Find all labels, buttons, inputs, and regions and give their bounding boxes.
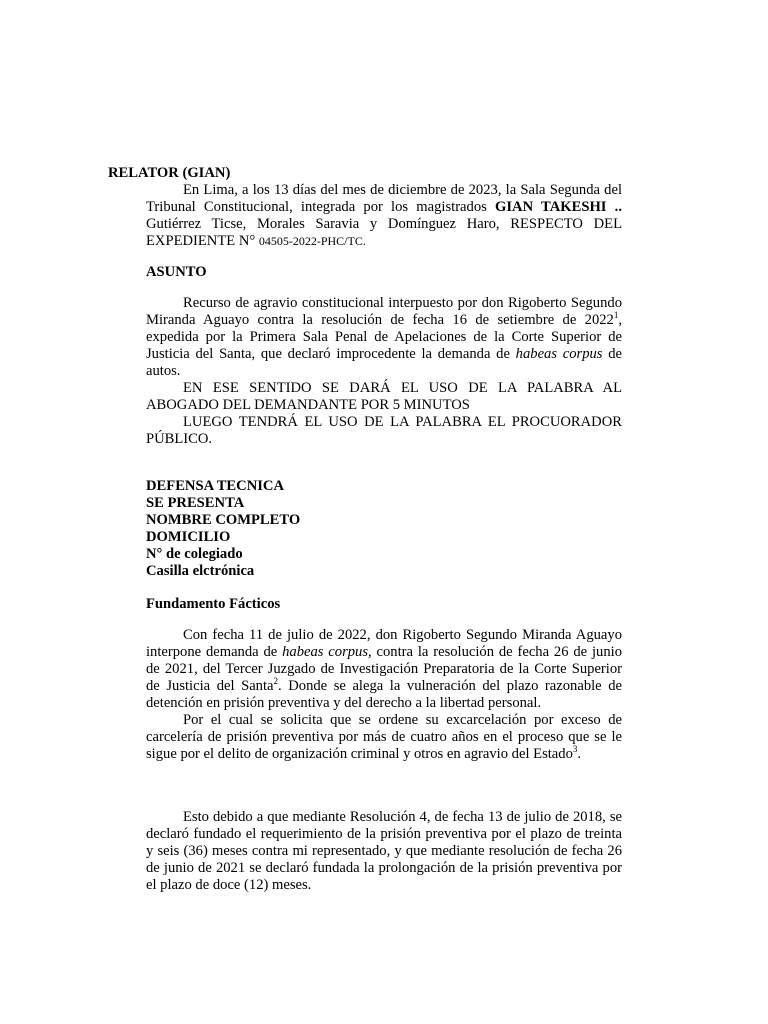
defense-list: [146, 478, 300, 580]
asunto-paragraph-2: EN ESE SENTIDO SE DARÁ EL USO DE LA PALABRA AL ABOGADO DEL DEMANDANTE POR 5 MINUTOS: [146, 380, 622, 413]
footnote-ref-2: 2: [273, 676, 279, 687]
footnote-ref-1: 1: [613, 310, 619, 321]
defense-item: SE PRESENTA: [146, 495, 245, 511]
relator-title: RELATOR (GIAN): [108, 165, 231, 181]
fundamento-section: [146, 627, 622, 763]
fundamento-heading: Fundamento Fácticos: [146, 596, 281, 612]
asunto-paragraph-1: [146, 295, 622, 380]
asunto-paragraph-3: LUEGO TENDRÁ EL USO DE LA PALABRA EL PROCUORADOR PÚBLICO.: [146, 414, 622, 447]
defense-item: Casilla elctrónica: [146, 563, 255, 579]
asunto-text-a: Recurso de agravio constitucional interpuesto por don Rigoberto Segundo Miranda Aguayo contra la resolución de fecha 16 de setiembre de 2022: [146, 295, 622, 328]
asunto-italic: habeas corpus: [515, 346, 603, 362]
fundamento-paragraph-3-block: [146, 809, 622, 894]
asunto-text-c: de autos.: [146, 346, 622, 379]
asunto-text-b: , expedida por la Primera Sala Penal de Apelaciones de la Corte Superior de Justicia del Santa, que declaró improcedente la demanda de: [146, 312, 622, 362]
fundamento-italic: habeas corpus,: [282, 644, 372, 660]
fundamento-text-a: Con fecha 11 de julio de 2022, don Rigoberto Segundo Miranda Aguayo interpone demanda de: [146, 627, 622, 660]
defense-item: DEFENSA TECNICA: [146, 478, 284, 494]
fundamento-text-d: Por el cual se solicita que se ordene su excarcelación por exceso de carcelería de prisión preventiva por más de cuatro años en el proceso que se le sigue por el delito de organización criminal y otros en agravio del Estado: [146, 712, 622, 762]
asunto-section: [146, 295, 622, 448]
fundamento-text-b: contra la resolución de fecha 26 de junio de 2021, del Tercer Juzgado de Investigación Preparatoria de la Corte Superior de Justicia del Santa: [146, 644, 622, 694]
asunto-heading: ASUNTO: [146, 264, 207, 280]
expediente-number: 04505-2022-PHC/TC.: [258, 234, 366, 248]
fundamento-paragraph-1: [146, 627, 622, 712]
magistrate-name: GIAN TAKESHI ..: [495, 199, 622, 215]
fundamento-paragraph-2: [146, 712, 622, 763]
fundamento-text-c: . Donde se alega la vulneración del plazo razonable de detención en prisión preventiva y del derecho a la libertad personal.: [146, 678, 622, 711]
defense-item: N° de colegiado: [146, 546, 243, 562]
fundamento-paragraph-3: Esto debido a que mediante Resolución 4, de fecha 13 de julio de 2018, se declaró fundado el requerimiento de la prisión preventiva por el plazo de treinta y seis (36) meses contra mi representado, y que mediante resolución de fecha 26 de junio de 2021 se declaró fundada la prolongación de la prisión preventiva por el plazo de doce (12) meses.: [146, 809, 622, 893]
defense-item: DOMICILIO: [146, 529, 231, 545]
intro-text-b: Gutiérrez Ticse, Morales Saravia y Domínguez Haro, RESPECTO DEL EXPEDIENTE N°: [146, 216, 622, 249]
footnote-ref-3: 3: [572, 744, 578, 755]
defense-item: NOMBRE COMPLETO: [146, 512, 301, 528]
intro-paragraph: [146, 182, 622, 250]
intro-text-a: En Lima, a los 13 días del mes de diciembre de 2023, la Sala Segunda del Tribunal Constitucional, integrada por los magistrados: [146, 182, 622, 215]
fundamento-text-e: .: [577, 746, 582, 762]
